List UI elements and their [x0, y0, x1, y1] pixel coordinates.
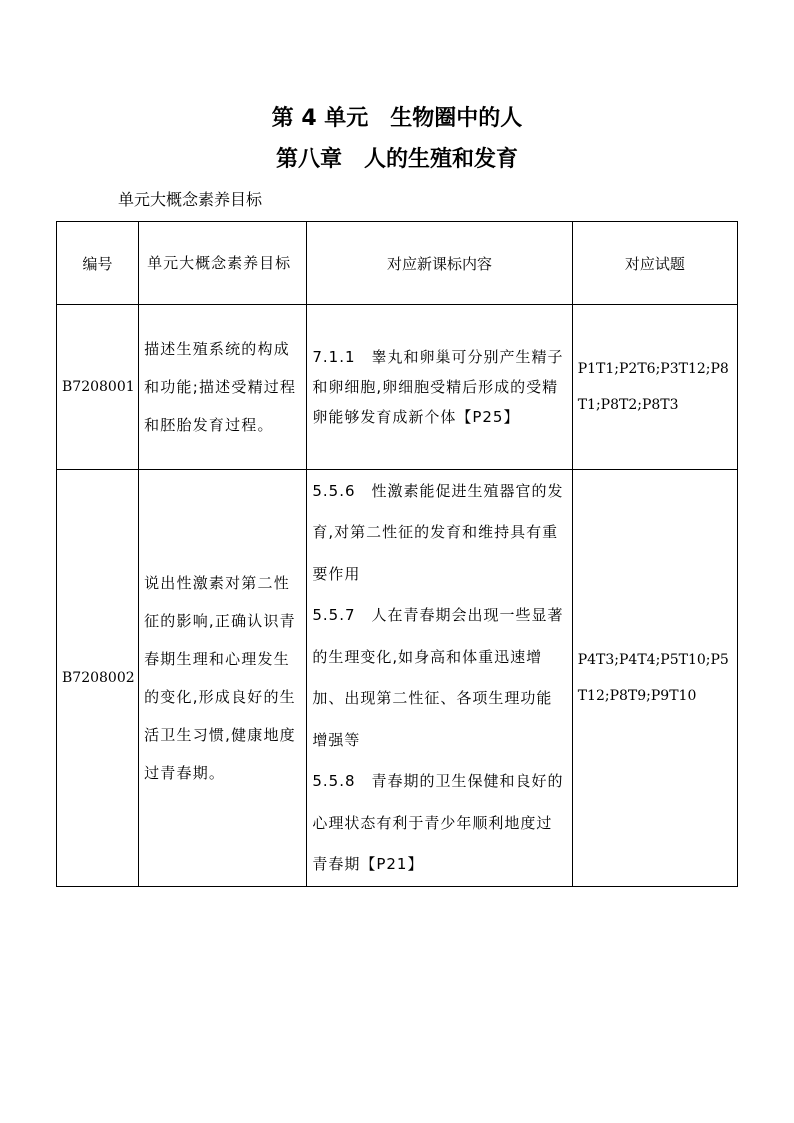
header-curriculum: 对应新课标内容 — [307, 222, 572, 305]
row-curriculum — [307, 305, 572, 470]
unit-title: 第 4 单元 生物圈中的人 — [271, 106, 523, 131]
curriculum-item: 5.5.8 青春期的卫生保健和良好的心理状态有利于青少年顺利地度过青春期【P21】 — [312, 772, 564, 873]
curriculum-item: 5.5.6 性激素能促进生殖器官的发育,对第二性征的发育和维持具有重要作用 — [312, 481, 564, 583]
row-code: B7208001 — [57, 305, 139, 470]
row-tests: P1T1;P2T6;P3T12;P8T1;P8T2;P8T3 — [572, 305, 737, 470]
table-row — [57, 305, 738, 470]
table-header-row — [57, 222, 738, 305]
header-goal: 单元大概念素养目标 — [139, 222, 307, 305]
chapter-title: 第八章 人的生殖和发育 — [275, 147, 518, 172]
row-goal: 描述生殖系统的构成和功能;描述受精过程和胚胎发育过程。 — [139, 305, 307, 470]
row-goal: 说出性激素对第二性征的影响,正确认识青春期生理和心理发生的变化,形成良好的生活卫生习惯,健康地度过青春期。 — [139, 470, 307, 887]
goals-table — [56, 221, 738, 887]
row-tests: P4T3;P4T4;P5T10;P5T12;P8T9;P9T10 — [572, 470, 737, 887]
header-code: 编号 — [57, 222, 139, 305]
table-row — [57, 470, 738, 887]
row-code: B7208002 — [57, 470, 139, 887]
section-label: 单元大概念素养目标 — [118, 190, 263, 209]
header-tests: 对应试题 — [572, 222, 737, 305]
row-curriculum — [307, 470, 572, 887]
curriculum-item: 7.1.1 睾丸和卵巢可分别产生精子和卵细胞,卵细胞受精后形成的受精卵能够发育成新个体【P25】 — [312, 348, 564, 426]
curriculum-item: 5.5.7 人在青春期会出现一些显著的生理变化,如身高和体重迅速增加、出现第二性征、各项生理功能增强等 — [312, 606, 564, 749]
